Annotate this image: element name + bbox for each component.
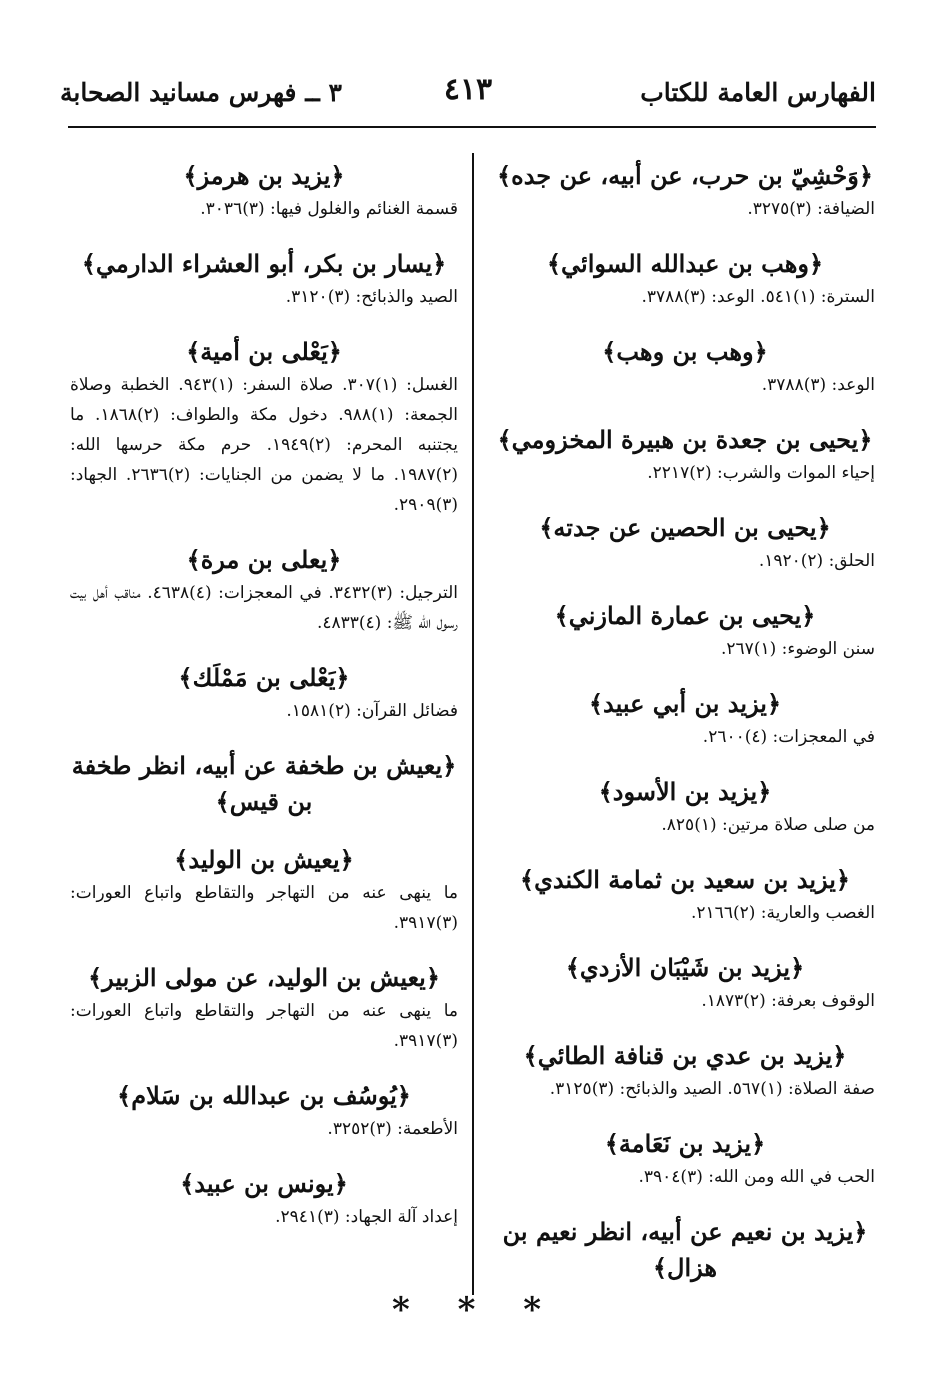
- index-entry: [495, 1214, 875, 1286]
- entry-references: إحياء الموات والشرب: (٢)٢٢١٧.: [647, 463, 875, 483]
- entry-references: الأطعمة: (٣)٣٢٥٢.: [327, 1119, 458, 1139]
- entry-references: الوقوف بعرفة: (٢)١٨٧٣.: [701, 991, 875, 1011]
- entry-name: ﴿يزيد بن عدي بن قنافة الطائي﴾: [523, 1041, 847, 1070]
- entry-references: سنن الوضوء: (١)٢٦٧.: [721, 639, 875, 659]
- entry-references: الغسل: (١)٣٠٧. صلاة السفر: (١)٩٤٣. الخطبة وصلاة الجمعة: (١)٩٨٨. دخول مكة والطواف: (٢)١٨٦٨. ما يجتنبه المحرم: (٢)١٩٤٩. حرم مكة حرسها الله: (٢)١٩٨٧. ما لا يضمن من الجنايات: (٢)٢٦٣٦. الجهاد: (٣)٢٩٠٩.: [70, 375, 458, 515]
- entry-name: ﴿وهب بن عبدالله السوائي﴾: [546, 249, 824, 278]
- entry-references: من صلى صلاة مرتين: (١)٨٢٥.: [661, 815, 875, 835]
- entry-name: ﴿يعيش بن طخفة عن أبيه، انظر طخفة بن قيس﴾: [71, 751, 457, 816]
- entry-references: ما ينهى عنه من التهاجر والتقاطع واتباع العورات: (٣)٣٩١٧.: [70, 883, 458, 933]
- entry-name: ﴿يزيد بن هرمز﴾: [183, 161, 345, 190]
- entry-name: ﴿يونس بن عبيد﴾: [180, 1169, 348, 1198]
- entry-references: فضائل القرآن: (٢)١٥٨١.: [286, 701, 458, 721]
- entry-name: ﴿وهب بن وهب﴾: [602, 337, 768, 366]
- page-header: [60, 72, 876, 118]
- entry-name: ﴿يَعْلى بن مَمْلَك﴾: [178, 663, 350, 692]
- entry-references: الصيد والذبائح: (٣)٣١٢٠.: [285, 287, 458, 307]
- index-entry: [495, 158, 875, 224]
- index-entry: [495, 510, 875, 576]
- entry-references: الحلق: (٢)١٩٢٠.: [758, 551, 875, 571]
- right-column: [495, 158, 875, 1308]
- index-entry: [70, 660, 458, 726]
- entry-references: قسمة الغنائم والغلول فيها: (٣)٣٠٣٦.: [200, 199, 458, 219]
- index-entry: [495, 246, 875, 312]
- index-entry: [495, 598, 875, 664]
- entry-references: صفة الصلاة: (١)٥٦٧. الصيد والذبائح: (٣)٣١٢٥.: [549, 1079, 875, 1099]
- index-entry: [495, 950, 875, 1016]
- entry-name: ﴿يزيد بن الأسود﴾: [598, 777, 772, 806]
- entry-references: الترجيل: (٣)٣٤٣٢. في المعجزات: (٤)٤٦٣٨. مناقب أهل بيت رسول الله ﷺ: (٤)٤٨٣٣.: [70, 583, 458, 633]
- index-entry: [70, 960, 458, 1056]
- index-entry: [495, 422, 875, 488]
- index-entry: [70, 1166, 458, 1232]
- entry-references: في المعجزات: (٤)٢٦٠٠.: [702, 727, 875, 747]
- entry-name: ﴿يَعْلى بن أمية﴾: [186, 337, 342, 366]
- index-entry: [495, 686, 875, 752]
- index-entry: [70, 334, 458, 520]
- entry-references: الحب في الله ومن الله: (٣)٣٩٠٤.: [638, 1167, 875, 1187]
- entry-references: الغصب والعارية: (٢)٢١٦٦.: [691, 903, 875, 923]
- book-section-title: الفهارس العامة للكتاب: [640, 78, 876, 107]
- entry-name: ﴿يحيى بن جعدة بن هبيرة المخزومي﴾: [497, 425, 873, 454]
- entry-name: ﴿يزيد بن شَيْبَان الأزدي﴾: [565, 953, 805, 982]
- entry-name: ﴿يحيى بن الحصين عن جدته﴾: [539, 513, 831, 542]
- chapter-title: ٣ ــ فهرس مسانيد الصحابة: [60, 78, 342, 107]
- entry-name: ﴿يزيد بن سعيد بن ثمامة الكندي﴾: [520, 865, 850, 894]
- index-entry: [495, 334, 875, 400]
- index-entry: [495, 774, 875, 840]
- entry-references: الوعد: (٣)٣٧٨٨.: [761, 375, 875, 395]
- entry-name: ﴿يعلى بن مرة﴾: [186, 545, 342, 574]
- left-column: [70, 158, 458, 1254]
- entry-name: ﴿وَحْشِيّ بن حرب، عن أبيه، عن جده﴾: [497, 161, 873, 190]
- entry-name: ﴿يزيد بن أبي عبيد﴾: [588, 689, 782, 718]
- end-stars: * * *: [391, 1290, 559, 1330]
- index-entry: [70, 1078, 458, 1144]
- entry-name: ﴿يُوسُف بن عبدالله بن سَلام﴾: [117, 1081, 411, 1110]
- index-entry: [70, 542, 458, 638]
- entry-name: ﴿يزيد بن نعيم عن أبيه، انظر نعيم بن هزال﴾: [502, 1217, 868, 1282]
- entry-name: ﴿يحيى بن عمارة المازني﴾: [554, 601, 816, 630]
- column-separator: [472, 153, 474, 1295]
- index-entry: [70, 748, 458, 820]
- entry-references: ما ينهى عنه من التهاجر والتقاطع واتباع العورات: (٣)٣٩١٧.: [70, 1001, 458, 1051]
- entry-name: ﴿يعيش بن الوليد، عن مولى الزبير﴾: [88, 963, 440, 992]
- index-entry: [495, 1126, 875, 1192]
- entry-references: الضيافة: (٣)٣٢٧٥.: [747, 199, 875, 219]
- index-entry: [70, 842, 458, 938]
- entry-name: ﴿يعيش بن الوليد﴾: [174, 845, 354, 874]
- index-entry: [495, 1038, 875, 1104]
- entry-name: ﴿يسار بن بكر، أبو العشراء الدارمي﴾: [81, 249, 447, 278]
- entry-references: إعداد آلة الجهاد: (٣)٢٩٤١.: [275, 1207, 458, 1227]
- index-entry: [70, 158, 458, 224]
- entry-name: ﴿يزيد بن نَعَامة﴾: [604, 1129, 766, 1158]
- header-rule: [68, 126, 876, 128]
- entry-references: السترة: (١)٥٤١. الوعد: (٣)٣٧٨٨.: [641, 287, 875, 307]
- index-entry: [495, 862, 875, 928]
- page-number: ٤١٣: [443, 72, 493, 107]
- index-entry: [70, 246, 458, 312]
